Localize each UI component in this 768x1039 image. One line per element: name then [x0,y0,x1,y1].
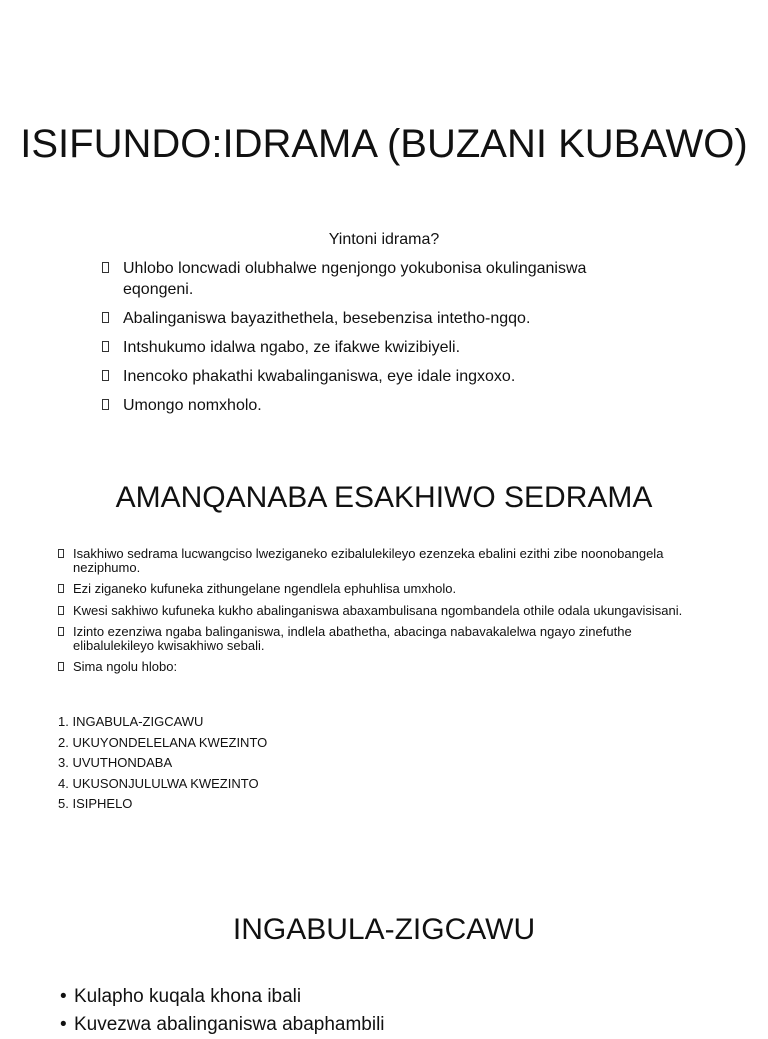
intro-bullet-list [100,258,660,424]
list-item: Sima ngolu hlobo: [57,660,707,674]
list-item: Uhlobo loncwadi olubhalwe ngenjongo yokubonisa okulinganiswa eqongeni. [100,258,660,300]
page-title: ISIFUNDO:IDRAMA (BUZANI KUBAWO) [20,122,748,166]
list-item: • Kuvezwa abalinganiswa abaphambili [60,1011,385,1039]
structure-stage-list [58,712,267,815]
list-item: Umongo nomxholo. [100,395,660,416]
numbered-item: 5. ISIPHELO [58,796,133,812]
box-glyph-icon [58,549,64,558]
numbered-item: 4. UKUSONJULULWA KWEZINTO [58,775,259,791]
list-item: Inencoko phakathi kwabalinganiswa, eye idale ingxoxo. [100,366,660,387]
section-heading-exposition: INGABULA-ZIGCAWU [232,913,536,946]
box-glyph-icon [102,262,109,273]
numbered-item: 1. INGABULA-ZIGCAWU [58,714,204,729]
list-item: Isakhiwo sedrama lucwangciso lweziganeko ezibalulekileyo ezenzeka ebalini ezithi zibe noonobangela neziphumo. [57,547,707,574]
list-item: Kwesi sakhiwo kufuneka kukho abalinganiswa abaxambulisana ngombandela othile odala ukungavisisani. [57,604,707,618]
list-item: Izinto ezenziwa ngaba balinganiswa, indlela abathetha, abacinga nabavakalelwa ngayo zinefuthe elibalulekileyo kwisakhiwo sebali. [57,625,707,652]
list-item: • Kulapho kuqala khona ibali [60,983,385,1011]
list-item: Intshukumo idalwa ngabo, ze ifakwe kwizibiyeli. [100,337,660,358]
box-glyph-icon [58,662,64,671]
bullet-dot-icon: • [60,986,67,1007]
box-glyph-icon [58,606,64,615]
numbered-item: 2. UKUYONDELELANA KWEZINTO [58,734,268,750]
box-glyph-icon [58,584,64,593]
box-glyph-icon [102,341,109,352]
subtitle: Yintoni idrama? [328,231,440,248]
box-glyph-icon [102,370,109,381]
structure-bullet-list [57,547,707,682]
box-glyph-icon [102,399,109,410]
section-heading-structure: AMANQANABA ESAKHIWO SEDRAMA [115,481,653,514]
numbered-item: 3. UVUTHONDABA [58,755,173,771]
list-item: Abalinganiswa bayazithethela, besebenzisa intetho-ngqo. [100,308,660,329]
list-item: Ezi ziganeko kufuneka zithungelane ngendlela ephuhlisa umxholo. [57,582,707,596]
box-glyph-icon [58,627,64,636]
exposition-bullet-list [60,983,385,1039]
bullet-dot-icon: • [60,1014,67,1035]
box-glyph-icon [102,312,109,323]
